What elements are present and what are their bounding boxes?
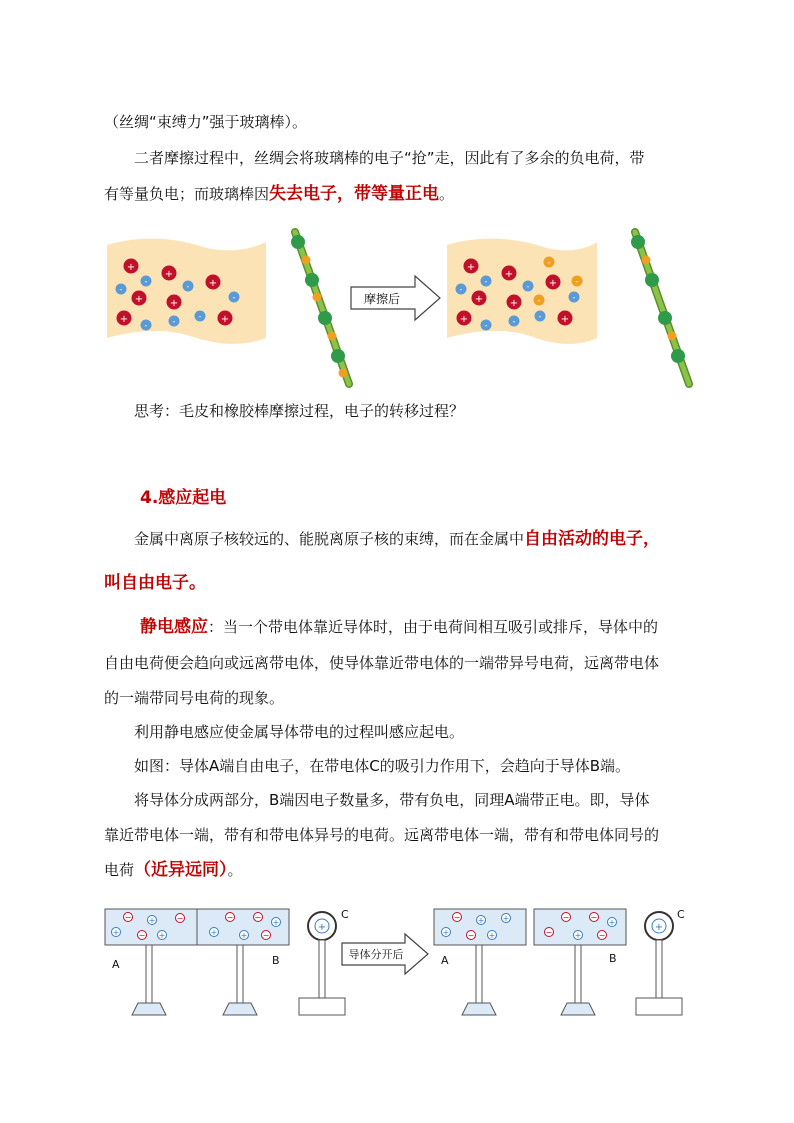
red-charge [590,913,599,923]
svg-text:-: - [547,258,551,267]
svg-text:+: + [509,298,519,309]
label-b: B [272,954,280,967]
friction-figure [0,228,794,388]
rod-positive-charge [645,273,659,287]
svg-text:−: − [562,913,570,922]
red-charge [176,914,185,924]
negative-charge [523,281,534,292]
label-c: C [341,908,349,921]
svg-text:-: - [538,312,542,321]
svg-text:−: − [590,913,598,922]
paragraph-line: 如图：导体A端自由电子，在带电体C的吸引力作用下，会趋向于导体B端。 [134,757,631,775]
transferred-electron [572,276,583,287]
silk-cloth-before [107,239,266,344]
positive-charge [218,311,233,326]
svg-text:+: + [119,314,129,325]
svg-text:−: − [598,931,606,940]
red-charge [138,931,147,941]
blue-charge [240,931,249,941]
svg-text:+: + [477,916,485,925]
blue-charge [112,928,121,938]
svg-text:-: - [144,277,148,286]
svg-text:+: + [466,262,476,273]
rod-negative-charge [302,256,311,265]
svg-text:−: − [545,928,553,937]
text-run: 电荷 [104,861,135,879]
blue-charge [272,918,281,928]
positive-charge [124,259,139,274]
svg-text:+: + [488,931,496,940]
positive-charge [457,311,472,326]
svg-text:+: + [148,916,156,925]
svg-text:−: − [453,913,461,922]
svg-text:+: + [504,269,514,280]
svg-text:−: − [467,931,475,940]
blue-charge [158,931,167,941]
blue-charge [608,918,617,928]
rod-positive-charge [331,349,345,363]
negative-charge [229,292,240,303]
label-b: B [609,952,617,965]
text-run: 。 [439,185,455,203]
svg-text:+: + [317,922,327,933]
positive-charge [546,275,561,290]
svg-text:+: + [164,269,174,280]
svg-text:+: + [220,314,230,325]
svg-text:−: − [226,913,234,922]
negative-charge [169,316,180,327]
negative-charge [141,320,152,331]
svg-text:+: + [126,262,136,273]
paragraph-line: 将导体分成两部分，B端因电子数量多，带有负电，同理A端带正电。即，导体 [134,791,650,809]
rod-negative-charge [339,369,348,378]
silk-cloth-after [447,239,597,344]
paragraph-line [104,860,243,880]
red-charge [598,931,607,941]
positive-charge [167,295,182,310]
rod-negative-charge [642,256,651,265]
positive-charge [132,291,147,306]
negative-charge [509,316,520,327]
svg-text:−: − [138,931,146,940]
rod-positive-charge [671,349,685,363]
svg-text:-: - [232,293,236,302]
negative-charge [183,281,194,292]
arrow-label: 摩擦后 [363,292,401,306]
red-charge [453,913,462,923]
rod-positive-charge [318,311,332,325]
label-a: A [441,954,449,967]
svg-text:-: - [198,312,202,321]
svg-text:+: + [560,314,570,325]
arrow-label: 导体分开后 [348,948,404,961]
text-run: 金属中离原子核较远的、能脱离原子核的束缚，而在金属中 [134,530,525,548]
svg-text:+: + [112,928,120,937]
text-run: 。 [227,861,243,879]
blue-charge [488,931,497,941]
svg-text:−: − [262,931,270,940]
negative-charge [141,276,152,287]
paragraph-line [104,184,454,204]
blue-charge [477,916,486,926]
red-charge [562,913,571,923]
svg-text:+: + [442,928,450,937]
svg-text:-: - [526,282,530,291]
svg-text:−: − [124,913,132,922]
paragraph-line [134,529,660,549]
blue-charge [502,914,511,924]
highlight-text: （近异远同） [134,860,228,880]
red-charge [254,913,263,923]
paragraph-line [140,617,658,637]
svg-text:-: - [575,277,579,286]
blue-charge [574,931,583,941]
positive-charge [507,295,522,310]
label-a: A [112,958,120,971]
svg-text:+: + [654,922,664,933]
svg-text:-: - [512,317,516,326]
red-charge [226,913,235,923]
negative-charge [456,284,467,295]
svg-text:+: + [474,294,484,305]
positive-charge [162,266,177,281]
svg-text:-: - [119,285,123,294]
paragraph-line: 二者摩擦过程中，丝绸会将玻璃棒的电子“抢”走，因此有了多余的负电荷，带 [134,149,645,167]
transferred-electron [534,295,545,306]
red-charge [545,928,554,938]
induction-figure [0,904,794,1024]
highlight-text: 叫自由电子。 [104,573,206,593]
paragraph-line: 利用静电感应使金属导体带电的过程叫感应起电。 [134,723,465,741]
positive-charge [117,311,132,326]
svg-text:+: + [158,931,166,940]
svg-text:-: - [172,317,176,326]
svg-text:-: - [484,321,488,330]
paragraph-line: （丝绸“束缚力”强于玻璃棒）。 [104,113,308,131]
negative-charge [535,311,546,322]
svg-text:-: - [537,296,541,305]
svg-text:+: + [608,918,616,927]
text-run: ：当一个带电体靠近导体时，由于电荷间相互吸引或排斥，导体中的 [208,618,659,636]
transferred-electron [544,257,555,268]
svg-text:-: - [144,321,148,330]
section-heading: 4.感应起电 [140,488,227,508]
positive-charge [464,259,479,274]
paragraph-line: 的一端带同号电荷的现象。 [104,689,285,707]
positive-charge [472,291,487,306]
paragraph-line [104,573,206,593]
paragraph-line: 自由电荷便会趋向或远离带电体，使导体靠近带电体的一端带异号电荷，远离带电体 [104,654,660,672]
rod-negative-charge [328,332,337,341]
svg-text:+: + [272,918,280,927]
svg-text:−: − [176,914,184,923]
svg-text:-: - [484,277,488,286]
blue-charge [442,928,451,938]
svg-text:−: − [254,913,262,922]
highlight-text: 失去电子，带等量正电 [269,184,440,204]
rod-positive-charge [631,235,645,249]
blue-charge [210,928,219,938]
positive-charge [206,275,221,290]
negative-charge [569,292,580,303]
rod-positive-charge [305,273,319,287]
red-charge [124,913,133,923]
svg-text:+: + [502,914,510,923]
svg-text:-: - [459,285,463,294]
svg-text:+: + [134,294,144,305]
rod-positive-charge [291,235,305,249]
svg-text:+: + [169,298,179,309]
negative-charge [195,311,206,322]
conductor-a-separated [434,909,526,945]
svg-text:+: + [548,278,558,289]
thinking-question: 思考：毛皮和橡胶棒摩擦过程，电子的转移过程？ [134,402,465,420]
svg-text:-: - [186,282,190,291]
svg-text:+: + [459,314,469,325]
svg-text:+: + [240,931,248,940]
red-charge [262,931,271,941]
positive-charge [502,266,517,281]
svg-text:-: - [572,293,576,302]
negative-charge [116,284,127,295]
label-c: C [677,908,685,921]
red-charge [467,931,476,941]
paragraph-line: 靠近带电体一端，带有和带电体异号的电荷。远离带电体一端，带有和带电体同号的 [104,826,660,844]
text-run: 有等量负电；而玻璃棒因 [104,185,270,203]
rod-positive-charge [658,311,672,325]
negative-charge [481,276,492,287]
svg-text:+: + [210,928,218,937]
positive-charge [558,311,573,326]
negative-charge [481,320,492,331]
term-text: 静电感应 [140,617,208,637]
blue-charge [148,916,157,926]
rod-negative-charge [668,332,677,341]
svg-text:+: + [574,931,582,940]
svg-text:+: + [208,278,218,289]
highlight-text: 自由活动的电子， [524,529,661,549]
rod-negative-charge [313,293,322,302]
